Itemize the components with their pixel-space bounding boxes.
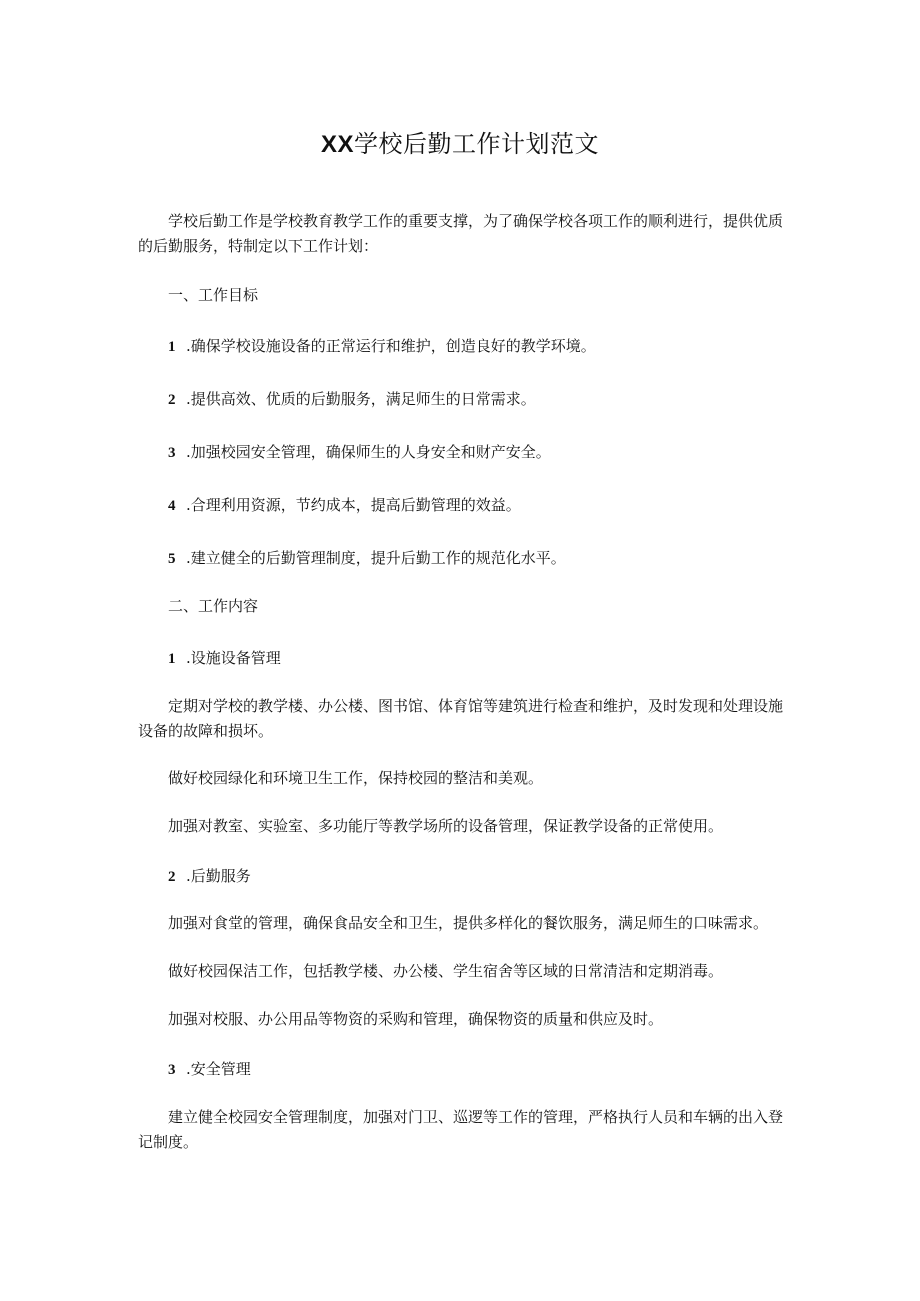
goal-text: .提供高效、优质的后勤服务，满足师生的日常需求。 xyxy=(186,390,536,408)
goal-text: .加强校园安全管理，确保师生的人身安全和财产安全。 xyxy=(186,443,551,461)
facilities-paragraph: 加强对教室、实验室、多功能厅等教学场所的设备管理，保证教学设备的正常使用。 xyxy=(168,817,724,835)
goal-item xyxy=(138,387,816,413)
subsection-number: 3 xyxy=(168,1062,176,1078)
subsection-heading-services xyxy=(138,864,816,890)
facilities-paragraph: 定期对学校的教学楼、办公楼、图书馆、体育馆等建筑进行检查和维护，及时发现和处理设施设备的故障和损坏。 xyxy=(138,697,784,740)
goal-item xyxy=(138,334,816,360)
goal-number: 1 xyxy=(168,339,176,355)
subsection-number: 2 xyxy=(168,869,176,885)
goal-text: .合理利用资源，节约成本，提高后勤管理的效益。 xyxy=(186,496,521,514)
subsection-number: 1 xyxy=(168,651,176,667)
goal-item xyxy=(138,493,816,519)
services-paragraph: 做好校园保洁工作，包括教学楼、办公楼、学生宿舍等区域的日常清洁和定期消毒。 xyxy=(168,962,724,980)
goal-number: 5 xyxy=(168,551,176,567)
goal-item xyxy=(138,440,816,466)
goal-number: 3 xyxy=(168,445,176,461)
goal-text: .确保学校设施设备的正常运行和维护，创造良好的教学环境。 xyxy=(186,337,596,355)
subsection-title: .后勤服务 xyxy=(186,867,251,885)
subsection-title: .安全管理 xyxy=(186,1060,251,1078)
goal-number: 4 xyxy=(168,498,176,514)
intro-paragraph: 学校后勤工作是学校教育教学工作的重要支撑，为了确保学校各项工作的顺利进行，提供优质的后勤服务，特制定以下工作计划： xyxy=(138,212,784,255)
document-title xyxy=(0,128,920,161)
subsection-heading-safety xyxy=(138,1057,816,1083)
subsection-heading-facilities xyxy=(138,646,816,672)
title-text: 学校后勤工作计划范文 xyxy=(354,130,599,158)
section-heading-content: 二、工作内容 xyxy=(168,597,259,615)
facilities-paragraph: 做好校园绿化和环境卫生工作，保持校园的整洁和美观。 xyxy=(168,769,544,787)
safety-paragraph: 建立健全校园安全管理制度，加强对门卫、巡逻等工作的管理，严格执行人员和车辆的出入登记制度。 xyxy=(138,1108,784,1151)
goal-number: 2 xyxy=(168,392,176,408)
goal-item xyxy=(138,546,816,572)
services-paragraph: 加强对食堂的管理，确保食品安全和卫生，提供多样化的餐饮服务，满足师生的口味需求。 xyxy=(168,914,769,932)
title-prefix: XX xyxy=(320,131,354,158)
section-heading-goals: 一、工作目标 xyxy=(168,286,259,304)
subsection-title: .设施设备管理 xyxy=(186,649,281,667)
goal-text: .建立健全的后勤管理制度，提升后勤工作的规范化水平。 xyxy=(186,549,566,567)
services-paragraph: 加强对校服、办公用品等物资的采购和管理，确保物资的质量和供应及时。 xyxy=(168,1010,664,1028)
